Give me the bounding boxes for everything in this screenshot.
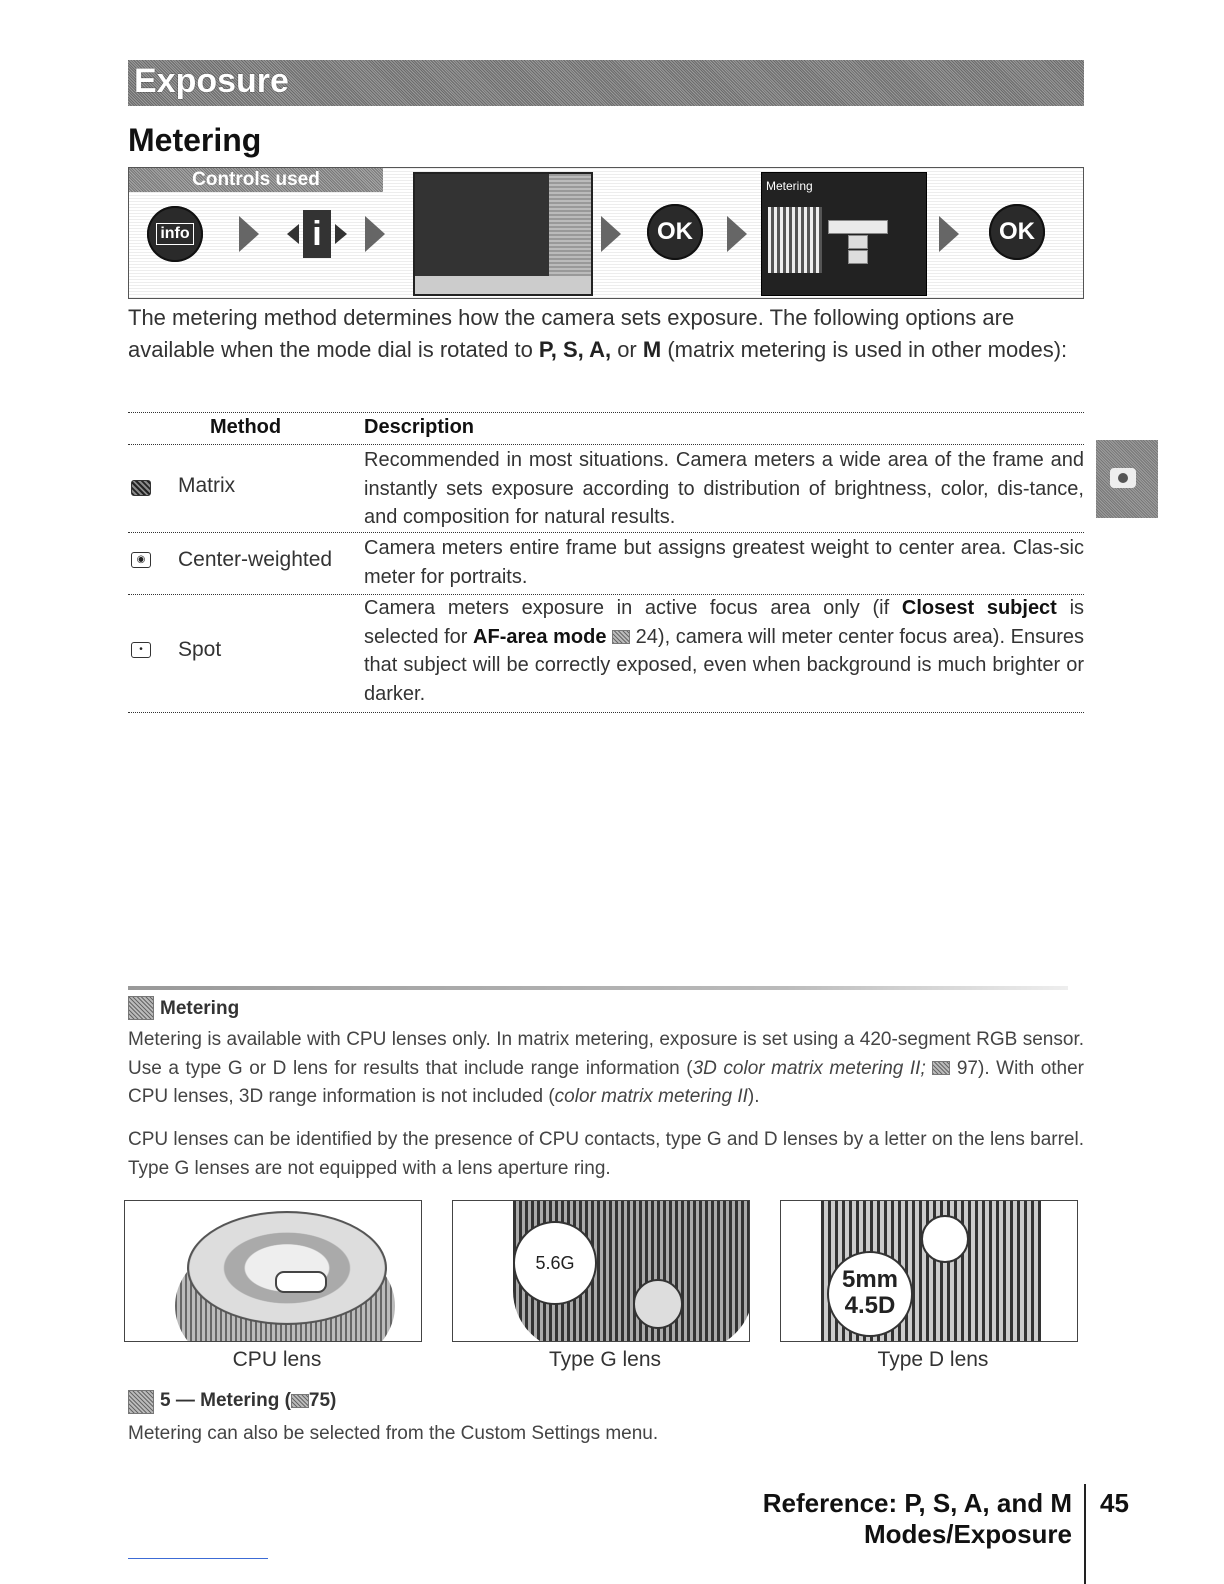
header-description: Description <box>364 416 475 438</box>
custom-settings-icon <box>128 1390 154 1414</box>
ok-button-label: OK <box>999 218 1035 245</box>
ok-button-icon <box>647 204 703 260</box>
page-number: 45 <box>1100 1488 1129 1518</box>
page-reference: 75 <box>308 1390 331 1411</box>
info-button-label: info <box>156 223 193 245</box>
i-button-label: i <box>303 210 331 258</box>
preview-photo <box>768 207 822 273</box>
method-center-weighted: Center-weighted <box>178 548 333 571</box>
arrow-right-icon <box>365 216 385 252</box>
desc-matrix: Recommended in most situations. Camera meters a wide area of the frame and instantly sets exposure according to distribution of brightness, color, dis-tance, and composition for natural results. <box>364 449 1084 528</box>
footer-separator <box>1084 1484 1086 1584</box>
note-paragraph-2: CPU lenses can be identified by the presence of CPU contacts, type G and D lenses by a letter on the lens barrel. Type G lenses are not equipped with a lens aperture ring. <box>128 1129 1084 1179</box>
section-banner <box>128 60 1084 106</box>
note-text: ). <box>747 1086 760 1107</box>
center-weighted-option <box>848 235 868 249</box>
table-rule <box>128 444 1084 445</box>
type-g-lens-image <box>452 1200 750 1342</box>
method-matrix: Matrix <box>178 474 236 497</box>
type-d-lens-caption: Type D lens <box>877 1348 989 1371</box>
table-rule <box>128 712 1084 713</box>
page-reference-icon <box>291 1394 309 1408</box>
metering-options <box>828 219 888 259</box>
desc-spot-text: is selected for <box>364 597 1085 648</box>
page-reference-icon <box>612 630 630 644</box>
intro-paragraph <box>128 302 1084 366</box>
header-method: Method <box>210 416 282 438</box>
screen-status-bar <box>415 276 591 294</box>
spot-option <box>848 250 868 264</box>
info-button-icon <box>147 206 203 262</box>
desc-center-weighted: Camera meters entire frame but assigns greatest weight to center area. Clas-sic meter for portraits. <box>364 537 1084 588</box>
controls-used-strip <box>128 167 1084 299</box>
method-spot: Spot <box>178 638 222 661</box>
metering-menu-screen <box>761 172 927 296</box>
intro-text: (matrix metering is used in other modes): <box>661 337 1068 362</box>
note-icon <box>128 996 154 1020</box>
camera-section-tab <box>1096 440 1158 518</box>
matrix-option <box>828 220 888 234</box>
d-marking-callout: 5mm 4.5D <box>827 1251 913 1337</box>
note-text: ; <box>920 1057 933 1079</box>
mode-letter-m: M <box>642 337 662 362</box>
footer-chapter: Reference: P, S, A, and M Modes/Exposure <box>762 1488 1072 1549</box>
ok-button-label: OK <box>657 218 693 245</box>
note-text: Metering is available with CPU lenses only. In matrix metering, exposure is set using a 420-segment RGB sensor. Use a type G or D lens for results that include range information ( <box>128 1029 1084 1079</box>
camera-icon <box>1110 468 1136 488</box>
arrow-right-icon <box>601 216 621 252</box>
note-text: ). With other CPU lenses, 3D range information is not included ( <box>128 1057 1085 1107</box>
mode-letters: P, S, A, <box>538 337 612 362</box>
page-reference: 97 <box>956 1057 978 1079</box>
footer-rule <box>128 1558 268 1559</box>
table-rule <box>128 412 1084 413</box>
desc-spot <box>364 594 1084 708</box>
arrow-right-icon <box>239 216 259 252</box>
cpu-lens-caption: CPU lens <box>232 1348 322 1371</box>
type-d-lens-image <box>780 1200 1078 1342</box>
cpu-lens-image <box>124 1200 422 1342</box>
note-italic-term: 3D color matrix metering II <box>692 1057 921 1079</box>
table-rule <box>128 532 1084 533</box>
af-area-mode-term: AF-area mode <box>473 625 607 648</box>
custom-setting-title <box>160 1390 336 1412</box>
type-g-lens-caption: Type G lens <box>548 1348 662 1371</box>
g-marking-callout: 5.6G <box>513 1221 597 1305</box>
multi-selector-i-icon <box>287 210 347 258</box>
page-reference-icon <box>932 1061 950 1075</box>
section-title: Exposure <box>134 62 289 100</box>
spot-metering-icon: • <box>131 642 151 658</box>
closest-subject-term: Closest subject <box>901 597 1057 619</box>
arrow-right-icon <box>727 216 747 252</box>
note-italic-term: color matrix metering II <box>554 1086 748 1107</box>
desc-spot-text: Camera meters exposure in active focus area only (if <box>364 597 902 619</box>
lens-mount <box>187 1211 387 1325</box>
desc-spot-text: 24), camera will meter center focus area). Ensures that subject will be correctly exposed, even when background is much brighter or darker. <box>364 625 1084 705</box>
page-heading: Metering <box>128 122 262 158</box>
intro-text: or <box>611 337 643 362</box>
arrow-right-icon <box>939 216 959 252</box>
note-title: Metering <box>160 998 240 1019</box>
screen-title: Metering <box>766 179 813 193</box>
note-divider <box>128 986 1068 990</box>
d-marking-detail <box>921 1215 969 1263</box>
custom-setting-title-text: ) <box>330 1390 337 1411</box>
center-weighted-icon: ◉ <box>131 552 151 568</box>
note-paragraph-1 <box>128 1026 1084 1112</box>
g-marking-detail <box>633 1279 683 1329</box>
controls-used-label: Controls used <box>129 168 383 192</box>
custom-setting-body: Metering can also be selected from the Custom Settings menu. <box>128 1423 659 1444</box>
cpu-contacts <box>275 1271 327 1293</box>
camera-info-screen <box>413 172 593 296</box>
matrix-metering-icon <box>131 480 151 496</box>
custom-setting-title-text: 5 — Metering ( <box>160 1390 291 1411</box>
ok-button-icon <box>989 204 1045 260</box>
intro-text: The metering method determines how the camera sets exposure. The following options are available when the mode dial is rotated to <box>128 305 1015 362</box>
